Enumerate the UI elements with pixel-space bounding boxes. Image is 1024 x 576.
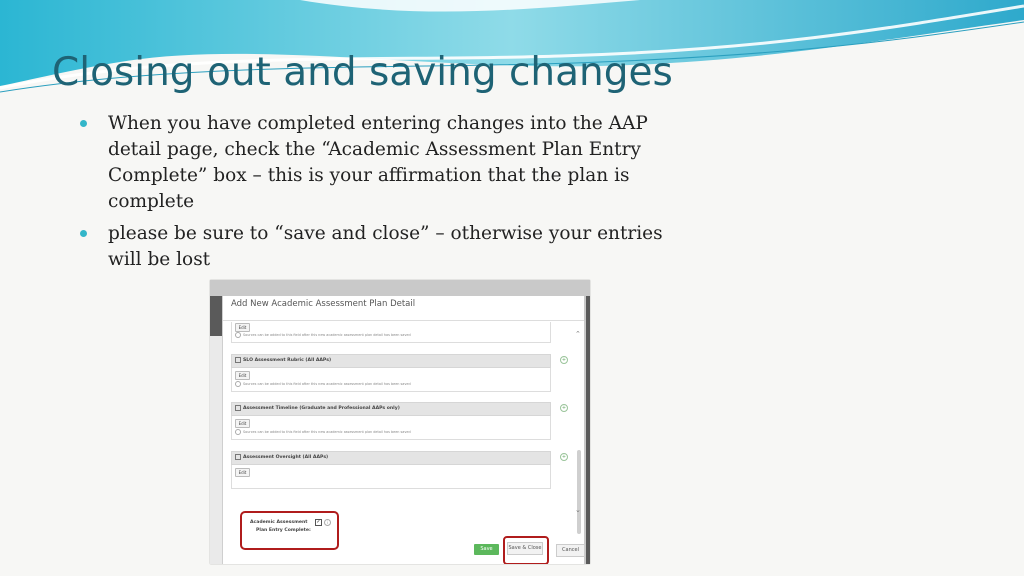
bullet-item <box>78 111 688 215</box>
add-source-icon[interactable]: + <box>561 454 567 460</box>
info-icon <box>235 429 241 435</box>
section-assessment-oversight <box>231 451 551 489</box>
edit-button[interactable]: Edit <box>235 371 250 380</box>
info-icon: i <box>324 519 331 526</box>
save-close-button[interactable]: Save & Close <box>507 542 543 555</box>
slide-title: Closing out and saving changes <box>52 50 673 95</box>
collapse-icon[interactable] <box>235 405 241 411</box>
entry-complete-highlight <box>240 511 339 550</box>
collapse-icon[interactable] <box>235 454 241 460</box>
sources-note: Sources can be added to this field after this new academic assessment plan detail has been saved <box>235 381 411 387</box>
embedded-screenshot <box>210 280 590 564</box>
sources-note: Sources can be added to this field after this new academic assessment plan detail has been saved <box>235 429 411 435</box>
background-page-strip <box>210 296 223 564</box>
add-source-icon[interactable]: + <box>561 357 567 363</box>
entry-complete-label-2: Plan Entry Complete: <box>256 528 311 533</box>
entry-complete-checkbox[interactable]: ✓ <box>316 519 321 525</box>
section-heading[interactable]: SLO Assessment Rubric (All AAPs) <box>231 354 551 368</box>
bullet-dot-icon <box>80 230 87 237</box>
section-assessment-timeline <box>231 402 551 440</box>
section-partial <box>231 322 551 343</box>
dialog-title: Add New Academic Assessment Plan Detail <box>231 299 416 309</box>
edit-button[interactable]: Edit <box>235 468 250 477</box>
add-source-icon[interactable]: + <box>561 405 567 411</box>
bullet-dot-icon <box>80 120 87 127</box>
add-plan-detail-dialog <box>223 296 584 564</box>
bullet-list <box>78 111 688 279</box>
dialog-divider <box>223 320 584 321</box>
dialog-scrollbar[interactable] <box>574 324 583 524</box>
save-button[interactable]: Save <box>474 544 499 555</box>
background-page-dark <box>210 296 222 336</box>
cancel-button[interactable]: Cancel <box>556 544 585 557</box>
sources-note: Sources can be added to this field after this new academic assessment plan detail has been saved <box>235 332 411 338</box>
edit-button[interactable]: Edit <box>235 419 250 428</box>
collapse-icon[interactable] <box>235 357 241 363</box>
scroll-up-icon[interactable]: ⌃ <box>575 330 581 338</box>
bullet-item <box>78 221 688 273</box>
scroll-down-icon[interactable]: ⌄ <box>575 506 581 514</box>
info-icon <box>235 332 241 338</box>
section-heading[interactable]: Assessment Timeline (Graduate and Professional AAPs only) <box>231 402 551 416</box>
edit-button[interactable]: Edit <box>235 323 250 332</box>
info-icon <box>235 381 241 387</box>
bullet-text: When you have completed entering changes into the AAP detail page, check the “Academic Assessment Plan Entry Complete” box – this is your affirmation that the plan is complete <box>108 113 648 212</box>
entry-complete-label-1: Academic Assessment <box>250 520 308 525</box>
section-heading[interactable]: Assessment Oversight (All AAPs) <box>231 451 551 465</box>
scrollbar-thumb[interactable] <box>577 450 581 534</box>
bullet-text: please be sure to “save and close” – otherwise your entries will be lost <box>108 223 663 270</box>
background-page-right <box>586 296 590 564</box>
section-slo-rubric <box>231 354 551 392</box>
